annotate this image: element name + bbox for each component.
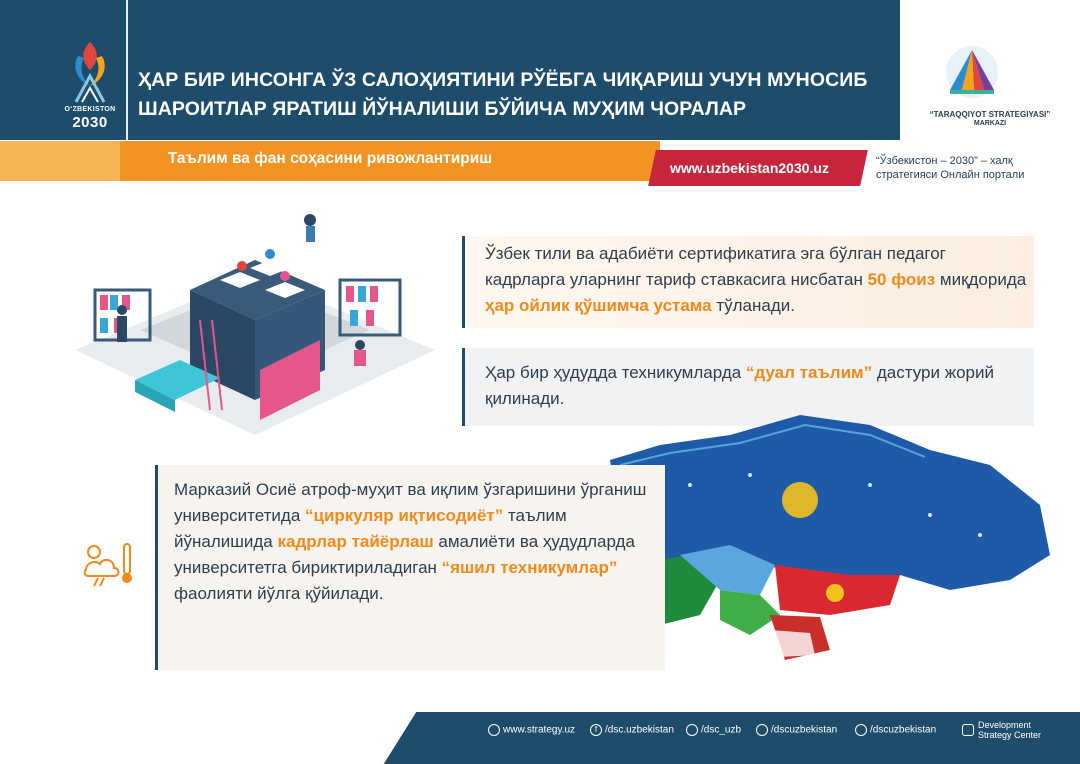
dsc-logo-icon	[962, 724, 974, 736]
title-line-1: ҲАР БИР ИНСОНГА ЎЗ САЛОҲИЯТИНИ РЎЁБГА ЧИҚАРИШ УЧУН МУНОСИБ	[138, 69, 868, 91]
globe-icon	[488, 724, 500, 736]
highlight-dual: “дуал таълим”	[745, 363, 873, 382]
logo-year: 2030	[72, 114, 108, 131]
highlight-circular-economy: “циркуляр иқтисодиёт”	[305, 506, 504, 525]
highlight-percent: 50 фоиз	[867, 270, 936, 289]
header-banner	[0, 0, 900, 140]
instagram-icon	[855, 724, 867, 736]
info-box-teachers-bonus	[462, 236, 1034, 328]
footer-instagram-link[interactable]: /dscuzbekistan	[855, 724, 936, 736]
title-line-2: ШАРОИТЛАР ЯРАТИШ ЙЎНАЛИШИ БЎЙИЧА МУҲИМ ЧОРАЛАР	[138, 98, 747, 120]
strategy-center-panel	[900, 0, 1080, 140]
info-text: Ўзбек тили ва адабиёти сертификатига эга бўлган педагог кадрларга уларнинг тариф ставкасига нисбатан 50 фоиз миқдорида ҳар ойлик қўшимча устама тўланади.	[485, 244, 1027, 315]
info-box-green-technical-schools	[155, 465, 665, 670]
footer-twitter-link[interactable]: /dsc_uzb	[686, 724, 741, 736]
footer-facebook-link[interactable]: f /dsc.uzbekistan	[590, 724, 674, 736]
footer-site-link[interactable]: www.strategy.uz	[488, 724, 575, 736]
twitter-icon	[686, 724, 698, 736]
highlight-bonus: ҳар ойлик қўшимча устама	[485, 296, 712, 315]
facebook-icon: f	[590, 724, 602, 736]
logo-caption: OʻZBEKISTON	[64, 106, 116, 113]
section-title: Таълим ва фан соҳасини ривожлантириш	[167, 150, 493, 167]
page-title	[138, 66, 898, 124]
classroom-illustration	[70, 180, 440, 445]
footer-telegram-link[interactable]: /dscuzbekistan	[756, 724, 837, 736]
header-divider	[126, 0, 128, 140]
weather-thermometer-icon	[80, 540, 136, 590]
strategy-center-logo	[944, 44, 1000, 100]
strategy-center-subname: MARKAZI	[973, 120, 1007, 127]
uzbekistan-2030-logo	[58, 36, 122, 132]
portal-link[interactable]: www.uzbekistan2030.uz	[670, 160, 829, 176]
strategy-center-name: “TARAQQIYOT STRATEGIYASI”	[929, 110, 1051, 119]
info-text: Марказий Осиё атроф-муҳит ва иқлим ўзгаришини ўрганиш университетида “циркуляр иқтисодиёт” таълим йўналишида кадрлар тайёрлаш амалиёти ва ҳудудларда университетга бириктириладиган “яшил техникумлар” фаолияти йўлга қўйилади.	[174, 480, 647, 603]
portal-description: “Ўзбекистон – 2030” – халқ стратегияси Онлайн портали	[876, 155, 1025, 181]
telegram-icon	[756, 724, 768, 736]
org-line-1: Development	[978, 720, 1032, 730]
info-text: Ҳар бир ҳудудда техникумларда “дуал таълим” дастури жорий қилинади.	[485, 363, 994, 408]
highlight-staff-training: кадрлар тайёрлаш	[277, 532, 434, 551]
footer-org	[962, 720, 1042, 740]
highlight-green-schools: “яшил техникумлар”	[441, 558, 618, 577]
org-line-2: Strategy Center	[978, 730, 1042, 740]
